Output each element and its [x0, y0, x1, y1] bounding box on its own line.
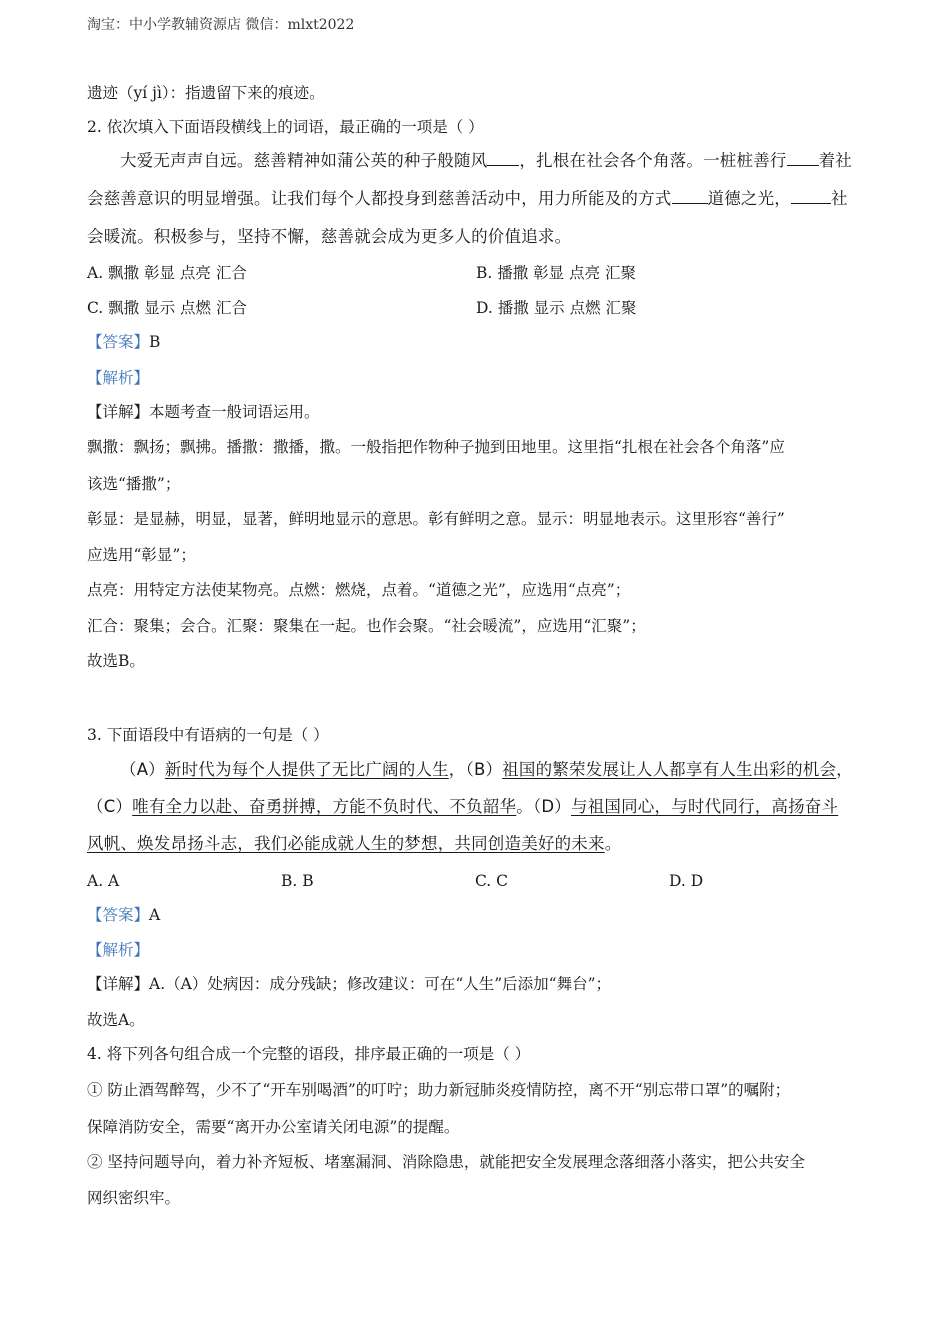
- sentence-d-part-1: 与祖国同心，与时代同行，高扬奋斗: [571, 797, 839, 816]
- separator: 。: [516, 797, 533, 816]
- q2-p2-a: 会慈善意识的明显增强。让我们每个人都投身到慈善活动中，用力所能及的方式: [87, 189, 672, 208]
- answer-value: B: [149, 333, 161, 351]
- q3-stem: 3. 下面语段中有语病的一句是（ ）: [87, 726, 329, 744]
- q2-explain-6: 汇合：聚集；会合。汇聚：聚集在一起。也作会聚。“社会暖流”，应选用“汇聚”；: [87, 617, 646, 635]
- separator: ，: [448, 760, 466, 779]
- label-a: （A）: [120, 760, 165, 779]
- blank-2: [787, 151, 819, 166]
- q3-option-c: C. C: [475, 872, 509, 890]
- q2-conclusion: 故选B。: [87, 652, 145, 670]
- q2-p1-c: 着社: [818, 151, 853, 170]
- q2-p1-b: ，扎根在社会各个角落。一桩桩善行: [519, 151, 787, 170]
- q3-option-b: B. B: [281, 872, 314, 890]
- label-b: （B）: [465, 760, 503, 779]
- answer-value: A: [149, 906, 161, 924]
- q2-option-a: A. 飘撒 彰显 点亮 汇合: [87, 264, 247, 282]
- end-mark: 。: [604, 834, 622, 853]
- q3-conclusion: 故选A。: [87, 1011, 145, 1029]
- q4-stem: 4. 将下列各句组合成一个完整的语段，排序最正确的一项是（ ）: [87, 1045, 531, 1063]
- q3-detail: 【详解】A.（A）处病因：成分残缺；修改建议：可在“人生”后添加“舞台”；: [87, 975, 612, 993]
- q4-sentence-1-line-1: ① 防止酒驾醉驾，少不了“开车别喝酒”的叮咛；助力新冠肺炎疫情防控，离不开“别忘带口罩”的嘱附；: [87, 1081, 791, 1099]
- q2-option-d: D. 播撒 显示 点燃 汇聚: [476, 299, 637, 317]
- top-note: 遗迹（yí jì）：指遗留下来的痕迹。: [87, 84, 325, 102]
- q2-explain-4: 应选用“彰显”；: [87, 546, 196, 564]
- sentence-b: 祖国的繁荣发展让人人都享有人生出彩的机会: [502, 760, 837, 779]
- sentence-a: 新时代为每个人提供了无比广阔的人生: [164, 760, 449, 779]
- q2-p2-b: 道德之光，: [707, 189, 791, 208]
- blank-4: [791, 189, 831, 204]
- q2-passage-line-1: [120, 151, 852, 171]
- sentence-c: 唯有全力以赴、奋勇拼搏，方能不负时代、不负韶华: [132, 797, 517, 816]
- q3-option-a: A. A: [87, 872, 120, 890]
- label-d: （D）: [532, 797, 571, 816]
- q4-sentence-2-line-1: ② 坚持问题导向，着力补齐短板、堵塞漏洞、消除隐患，就能把安全发展理念落细落小落实，把公共安全: [87, 1153, 805, 1171]
- label-c: （C）: [87, 797, 133, 816]
- q2-explain-3: 彰显：是显赫，明显，显著，鲜明地显示的意思。彰有鲜明之意。显示：明显地表示。这里形容“善行”: [87, 510, 785, 528]
- q2-answer: [87, 332, 160, 352]
- q4-sentence-1-line-2: 保障消防安全，需要“离开办公室请关闭电源”的提醒。: [87, 1118, 460, 1136]
- q3-option-d: D. D: [669, 872, 704, 890]
- q2-detail: 【详解】本题考查一般词语运用。: [87, 403, 320, 421]
- q3-passage-line-2: [87, 797, 838, 817]
- q2-explain-2: 该选“播撒”；: [87, 475, 181, 493]
- sentence-d-part-2: 风帆、焕发昂扬斗志，我们必能成就人生的梦想，共同创造美好的未来: [87, 834, 605, 853]
- q2-explain-5: 点亮：用特定方法使某物亮。点燃：燃烧，点着。“道德之光”，应选用“点亮”；: [87, 581, 631, 599]
- blank-1: [487, 151, 519, 166]
- q3-analysis-tag: 【解析】: [87, 941, 150, 959]
- q2-p2-c: 社: [831, 189, 848, 208]
- q2-passage-line-3: 会暖流。积极参与，坚持不懈，慈善就会成为更多人的价值追求。: [87, 227, 572, 246]
- q3-passage-line-1: [120, 760, 853, 780]
- answer-tag: 【答案】: [87, 906, 150, 924]
- blank-3: [672, 189, 708, 204]
- q2-analysis-tag: 【解析】: [87, 369, 150, 387]
- q4-sentence-2-line-2: 网织密织牢。: [87, 1189, 181, 1207]
- q3-answer: [87, 905, 160, 925]
- answer-tag: 【答案】: [87, 333, 150, 351]
- q3-passage-line-3: [87, 834, 621, 854]
- separator: ，: [836, 760, 853, 779]
- q2-passage-line-2: [87, 189, 848, 209]
- q2-stem: 2. 依次填入下面语段横线上的词语，最正确的一项是（ ）: [87, 118, 484, 136]
- q2-p1-a: 大爱无声声自远。慈善精神如蒲公英的种子般随风: [120, 151, 488, 170]
- q2-option-c: C. 飘撒 显示 点燃 汇合: [87, 299, 247, 317]
- q2-option-b: B. 播撒 彰显 点亮 汇聚: [476, 264, 637, 282]
- page-header: 淘宝：中小学教辅资源店 微信：mlxt2022: [87, 17, 355, 33]
- q2-explain-1: 飘撒：飘扬；飘拂。播撒：撒播，撒。一般指把作物种子抛到田地里。这里指“扎根在社会各个角落”应: [87, 438, 785, 456]
